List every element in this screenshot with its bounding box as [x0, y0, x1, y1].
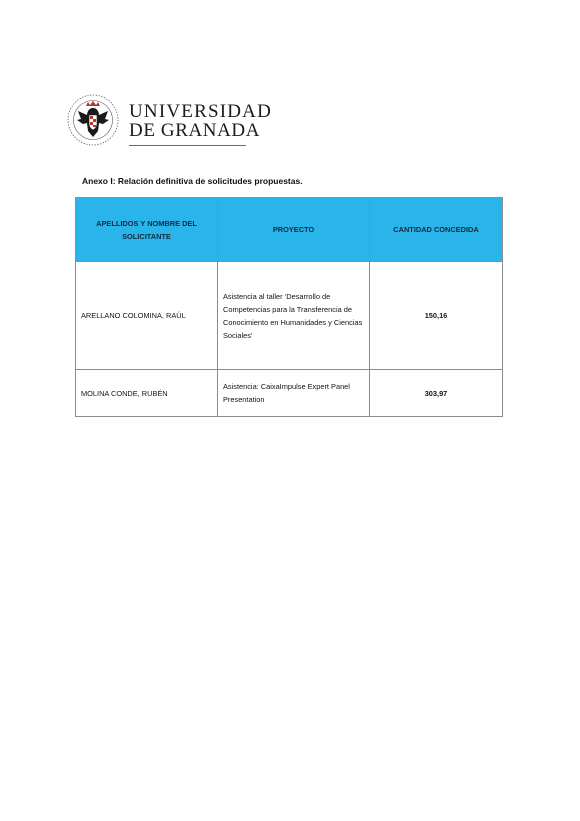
logo-line-1: UNIVERSIDAD — [129, 101, 273, 122]
granted-amount: 150,16 — [370, 262, 503, 370]
column-header-applicant: APELLIDOS Y NOMBRE DEL SOLICITANTE — [76, 198, 218, 262]
annex-title: Anexo I: Relación definitiva de solicitudes propuestas. — [82, 176, 303, 186]
logo-line-2: DE GRANADA — [129, 120, 261, 141]
column-header-project: PROYECTO — [218, 198, 370, 262]
granted-amount: 303,97 — [370, 370, 503, 417]
applicant-name: MOLINA CONDE, RUBÉN — [76, 370, 218, 417]
project-description: Asistencia: CaixaImpulse Expert Panel Presentation — [218, 370, 370, 417]
header-divider — [129, 145, 246, 146]
applications-table — [75, 197, 503, 417]
table-row — [76, 262, 503, 370]
university-header — [66, 93, 273, 153]
table-header-row — [76, 198, 503, 262]
university-logotype — [129, 102, 272, 141]
column-header-amount: CANTIDAD CONCEDIDA — [370, 198, 503, 262]
project-description: Asistencia al taller ‘Desarrollo de Competencias para la Transferencia de Conocimiento en Humanidades y Ciencias Sociales’ — [218, 262, 370, 370]
university-seal-icon — [66, 93, 120, 147]
applicant-name: ARELLANO COLOMINA, RAÚL — [76, 262, 218, 370]
table-row — [76, 370, 503, 417]
